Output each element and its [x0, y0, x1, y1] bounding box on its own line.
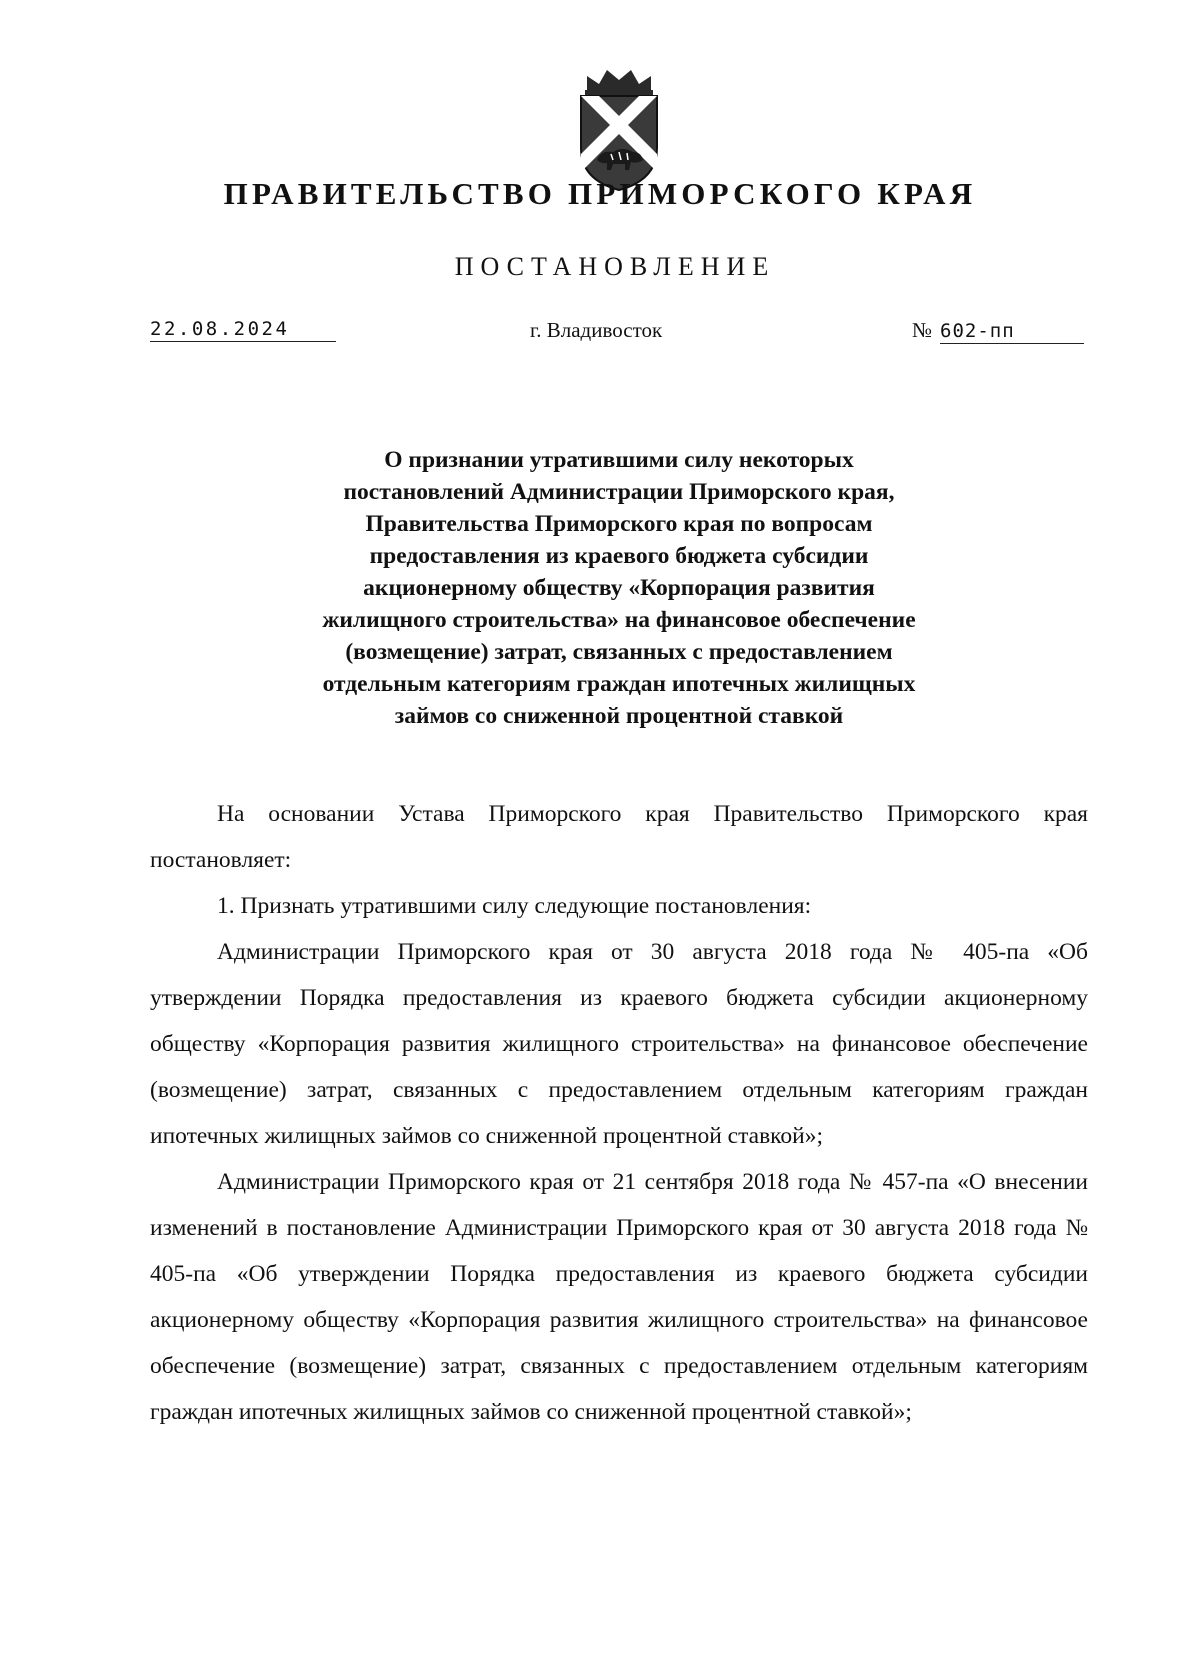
heading-line: предоставления из краевого бюджета субсидии	[369, 543, 869, 569]
document-date: 22.08.2024	[150, 318, 336, 342]
number-value: 602-пп	[940, 320, 1084, 344]
document-city: г. Владивосток	[530, 318, 663, 342]
heading-line: О признании утратившими силу некоторых	[384, 447, 854, 473]
document-heading	[150, 444, 1088, 732]
heading-line: (возмещение) затрат, связанных с предоставлением	[345, 639, 893, 665]
body-paragraph: Администрации Приморского края от 21 сентября 2018 года № 457-па «О внесении изменений в постановление Администрации Приморского края от 30 августа 2018 года № 405-па «Об утверждении Порядка предоставления из краевого бюджета субсидии акционерному обществу «Корпорация развития жилищного строительства» на финансовое обеспечение (возмещение) затрат, связанных с предоставлением отдельным категориям граждан ипотечных жилищных займов со сниженной процентной ставкой»;	[150, 1169, 1088, 1425]
body-paragraph: Администрации Приморского края от 30 августа 2018 года № 405-па «Об утверждении Порядка предоставления из краевого бюджета субсидии акционерному обществу «Корпорация развития жилищного строительства» на финансовое обеспечение (возмещение) затрат, связанных с предоставлением отдельным категориям граждан ипотечных жилищных займов со сниженной процентной ставкой»;	[150, 939, 1088, 1149]
heading-line: акционерному обществу «Корпорация развития	[363, 575, 875, 601]
document-body	[150, 791, 1088, 1435]
organization-title: ПРАВИТЕЛЬСТВО ПРИМОРСКОГО КРАЯ	[223, 176, 977, 211]
heading-line: постановлений Администрации Приморского края,	[343, 479, 895, 505]
document-number	[912, 318, 1084, 344]
heading-line: займов со сниженной процентной ставкой	[394, 703, 844, 729]
heading-line: Правительства Приморского края по вопросам	[365, 511, 873, 537]
heading-line: жилищного строительства» на финансовое обеспечение	[322, 607, 916, 633]
heading-line: отдельным категориям граждан ипотечных жилищных	[322, 671, 916, 697]
coat-of-arms-icon	[571, 68, 667, 192]
body-paragraph: На основании Устава Приморского края Правительство Приморского края постановляет:	[150, 801, 1088, 873]
document-meta-row	[0, 318, 1200, 358]
number-sign: №	[912, 318, 933, 342]
document-type: ПОСТАНОВЛЕНИЕ	[454, 252, 776, 281]
body-paragraph: 1. Признать утратившими силу следующие постановления:	[217, 893, 812, 919]
